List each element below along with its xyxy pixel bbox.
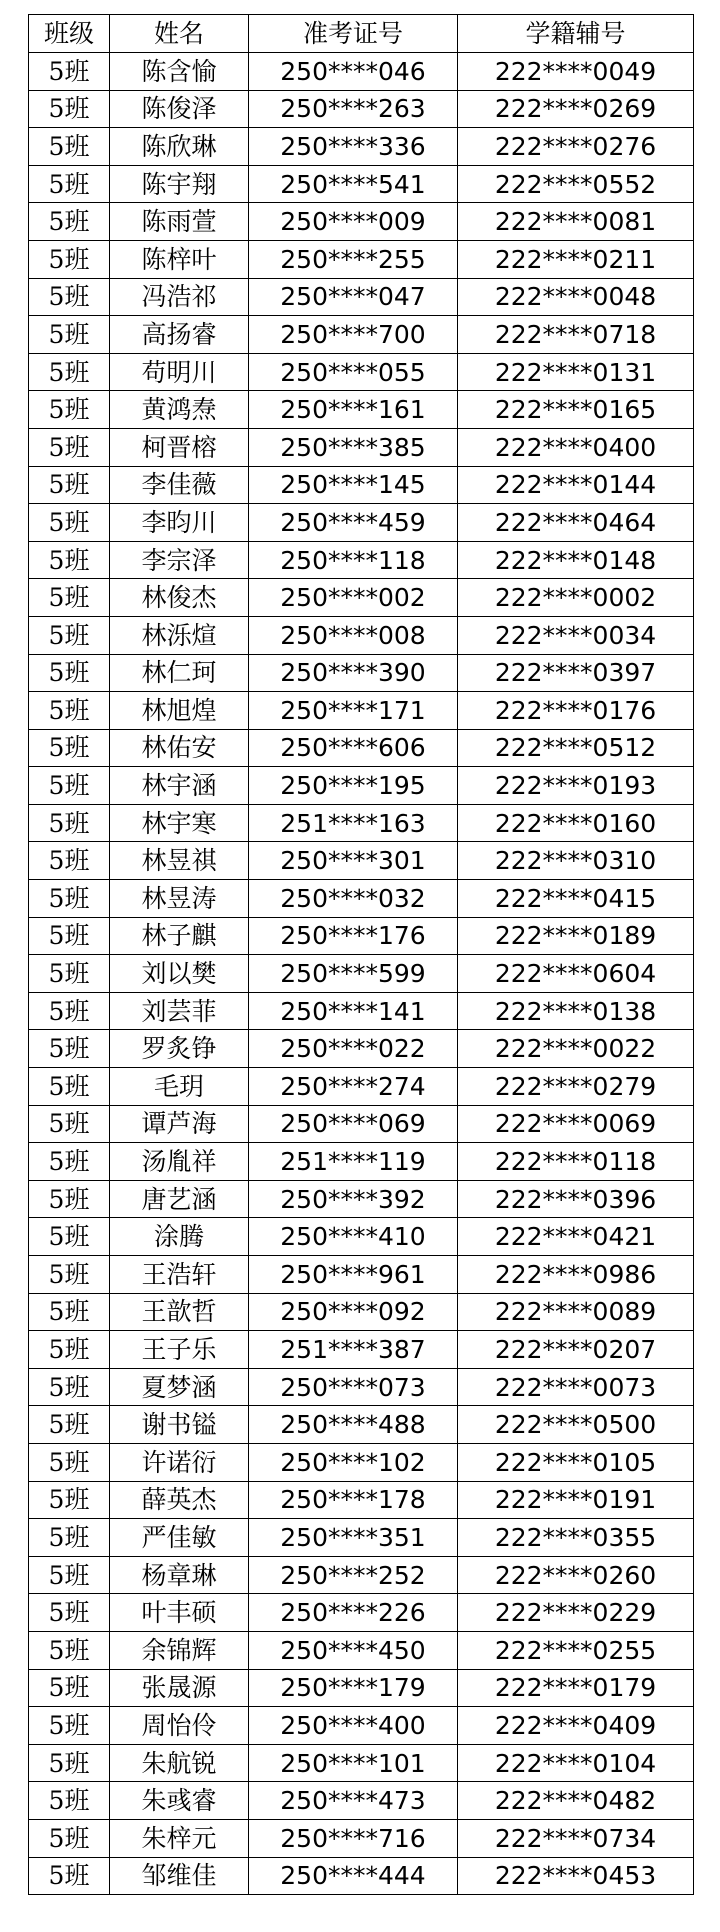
table-row [29,1331,694,1369]
cell-student-name: 陈雨萱 [110,203,249,241]
cell-student-number: 222****0176 [458,692,694,730]
cell-student-number: 222****0255 [458,1631,694,1669]
table-row [29,541,694,579]
cell-student-number: 222****0415 [458,880,694,918]
table-row [29,1105,694,1143]
cell-student-number: 222****0500 [458,1406,694,1444]
cell-class: 5班 [29,391,110,429]
cell-student-name: 冯浩祁 [110,278,249,316]
student-roster-table [28,14,694,1895]
cell-student-number: 222****0986 [458,1256,694,1294]
cell-exam-number: 250****226 [249,1594,458,1632]
cell-student-number: 222****0089 [458,1293,694,1331]
cell-student-number: 222****0189 [458,917,694,955]
cell-student-name: 夏梦涵 [110,1368,249,1406]
cell-student-name: 涂腾 [110,1218,249,1256]
cell-student-number: 222****0718 [458,316,694,354]
cell-student-number: 222****0355 [458,1519,694,1557]
cell-student-number: 222****0229 [458,1594,694,1632]
cell-exam-number: 250****252 [249,1556,458,1594]
cell-class: 5班 [29,90,110,128]
cell-class: 5班 [29,729,110,767]
cell-student-name: 刘以樊 [110,955,249,993]
cell-class: 5班 [29,1256,110,1294]
table-row [29,1180,694,1218]
cell-class: 5班 [29,1819,110,1857]
cell-student-number: 222****0279 [458,1068,694,1106]
table-row [29,767,694,805]
cell-student-name: 林昱涛 [110,880,249,918]
cell-class: 5班 [29,804,110,842]
cell-student-name: 薛英杰 [110,1481,249,1519]
cell-student-number: 222****0138 [458,992,694,1030]
cell-student-name: 张晟源 [110,1669,249,1707]
cell-exam-number: 250****392 [249,1180,458,1218]
cell-student-number: 222****0269 [458,90,694,128]
cell-student-name: 陈欣琳 [110,128,249,166]
cell-exam-number: 250****022 [249,1030,458,1068]
cell-student-number: 222****0179 [458,1669,694,1707]
cell-exam-number: 250****032 [249,880,458,918]
cell-student-name: 王子乐 [110,1331,249,1369]
cell-student-name: 林子麒 [110,917,249,955]
cell-student-name: 李宗泽 [110,541,249,579]
cell-student-name: 柯晋榕 [110,428,249,466]
cell-student-number: 222****0193 [458,767,694,805]
cell-student-name: 陈含愉 [110,53,249,91]
cell-exam-number: 250****274 [249,1068,458,1106]
table-row [29,692,694,730]
table-row [29,1519,694,1557]
cell-exam-number: 250****450 [249,1631,458,1669]
cell-student-name: 严佳敏 [110,1519,249,1557]
cell-student-name: 朱彧睿 [110,1782,249,1820]
cell-class: 5班 [29,1782,110,1820]
header-name: 姓名 [110,15,249,53]
table-row [29,1707,694,1745]
table-row [29,1068,694,1106]
cell-student-name: 李佳薇 [110,466,249,504]
header-class: 班级 [29,15,110,53]
roster-sheet [28,14,694,1895]
cell-student-name: 许诺衍 [110,1443,249,1481]
cell-exam-number: 250****069 [249,1105,458,1143]
table-header-row [29,15,694,53]
cell-class: 5班 [29,654,110,692]
header-exam-number: 准考证号 [249,15,458,53]
cell-exam-number: 250****046 [249,53,458,91]
cell-exam-number: 250****092 [249,1293,458,1331]
cell-student-name: 林俊杰 [110,579,249,617]
cell-class: 5班 [29,1594,110,1632]
table-row [29,391,694,429]
cell-student-number: 222****0073 [458,1368,694,1406]
cell-exam-number: 250****141 [249,992,458,1030]
cell-student-number: 222****0148 [458,541,694,579]
cell-student-number: 222****0002 [458,579,694,617]
cell-student-number: 222****0131 [458,353,694,391]
cell-exam-number: 250****101 [249,1744,458,1782]
cell-class: 5班 [29,1180,110,1218]
cell-student-name: 苟明川 [110,353,249,391]
cell-exam-number: 250****008 [249,616,458,654]
cell-exam-number: 250****176 [249,917,458,955]
table-row [29,165,694,203]
cell-student-name: 毛玥 [110,1068,249,1106]
cell-student-number: 222****0211 [458,240,694,278]
cell-exam-number: 250****171 [249,692,458,730]
cell-exam-number: 250****263 [249,90,458,128]
cell-exam-number: 250****473 [249,1782,458,1820]
cell-exam-number: 251****119 [249,1143,458,1181]
cell-student-name: 汤胤祥 [110,1143,249,1181]
cell-exam-number: 251****163 [249,804,458,842]
cell-student-number: 222****0260 [458,1556,694,1594]
cell-student-name: 王浩轩 [110,1256,249,1294]
cell-exam-number: 250****410 [249,1218,458,1256]
table-row [29,1744,694,1782]
cell-class: 5班 [29,616,110,654]
cell-class: 5班 [29,1105,110,1143]
cell-student-number: 222****0069 [458,1105,694,1143]
table-body [29,53,694,1895]
cell-student-number: 222****0421 [458,1218,694,1256]
cell-student-number: 222****0396 [458,1180,694,1218]
table-row [29,1857,694,1895]
cell-class: 5班 [29,1068,110,1106]
table-row [29,1030,694,1068]
table-row [29,1481,694,1519]
cell-exam-number: 250****961 [249,1256,458,1294]
table-row [29,1819,694,1857]
cell-student-number: 222****0118 [458,1143,694,1181]
table-row [29,1782,694,1820]
table-row [29,955,694,993]
cell-class: 5班 [29,128,110,166]
cell-class: 5班 [29,53,110,91]
cell-exam-number: 250****700 [249,316,458,354]
cell-student-number: 222****0310 [458,842,694,880]
cell-student-number: 222****0049 [458,53,694,91]
cell-student-number: 222****0191 [458,1481,694,1519]
table-row [29,616,694,654]
cell-exam-number: 250****716 [249,1819,458,1857]
cell-student-name: 林宇涵 [110,767,249,805]
cell-student-number: 222****0022 [458,1030,694,1068]
cell-class: 5班 [29,1331,110,1369]
cell-class: 5班 [29,240,110,278]
cell-class: 5班 [29,165,110,203]
cell-student-name: 叶丰硕 [110,1594,249,1632]
table-row [29,842,694,880]
table-row [29,316,694,354]
cell-class: 5班 [29,917,110,955]
table-row [29,1368,694,1406]
cell-class: 5班 [29,278,110,316]
cell-student-number: 222****0512 [458,729,694,767]
cell-class: 5班 [29,1556,110,1594]
cell-student-number: 222****0165 [458,391,694,429]
table-row [29,804,694,842]
table-row [29,1293,694,1331]
cell-class: 5班 [29,992,110,1030]
table-row [29,654,694,692]
cell-exam-number: 250****055 [249,353,458,391]
cell-class: 5班 [29,1519,110,1557]
cell-student-number: 222****0160 [458,804,694,842]
table-row [29,579,694,617]
cell-exam-number: 250****195 [249,767,458,805]
cell-student-name: 唐艺涵 [110,1180,249,1218]
cell-class: 5班 [29,353,110,391]
cell-student-name: 林泺煊 [110,616,249,654]
cell-student-name: 陈宇翔 [110,165,249,203]
table-row [29,504,694,542]
cell-student-name: 朱梓元 [110,1819,249,1857]
cell-student-name: 谭芦海 [110,1105,249,1143]
table-row [29,1556,694,1594]
table-row [29,917,694,955]
cell-student-name: 林仁珂 [110,654,249,692]
table-row [29,466,694,504]
cell-exam-number: 250****541 [249,165,458,203]
cell-student-name: 余锦辉 [110,1631,249,1669]
cell-student-number: 222****0207 [458,1331,694,1369]
cell-class: 5班 [29,880,110,918]
cell-student-number: 222****0409 [458,1707,694,1745]
table-row [29,128,694,166]
cell-exam-number: 250****073 [249,1368,458,1406]
cell-exam-number: 250****179 [249,1669,458,1707]
cell-student-name: 谢书镒 [110,1406,249,1444]
header-student-number: 学籍辅号 [458,15,694,53]
cell-exam-number: 250****336 [249,128,458,166]
cell-exam-number: 250****145 [249,466,458,504]
cell-student-name: 陈俊泽 [110,90,249,128]
cell-student-number: 222****0552 [458,165,694,203]
cell-student-name: 陈梓叶 [110,240,249,278]
cell-exam-number: 250****009 [249,203,458,241]
cell-class: 5班 [29,1669,110,1707]
cell-class: 5班 [29,1631,110,1669]
table-row [29,1256,694,1294]
cell-class: 5班 [29,1857,110,1895]
cell-student-name: 林佑安 [110,729,249,767]
cell-student-number: 222****0604 [458,955,694,993]
cell-class: 5班 [29,842,110,880]
cell-student-name: 朱航锐 [110,1744,249,1782]
table-row [29,1443,694,1481]
cell-student-number: 222****0400 [458,428,694,466]
cell-exam-number: 250****161 [249,391,458,429]
cell-student-number: 222****0048 [458,278,694,316]
cell-exam-number: 250****118 [249,541,458,579]
cell-class: 5班 [29,316,110,354]
cell-student-name: 高扬睿 [110,316,249,354]
cell-class: 5班 [29,1481,110,1519]
cell-exam-number: 250****002 [249,579,458,617]
table-row [29,992,694,1030]
cell-class: 5班 [29,1293,110,1331]
cell-exam-number: 250****390 [249,654,458,692]
cell-student-name: 李昀川 [110,504,249,542]
cell-student-number: 222****0081 [458,203,694,241]
cell-student-number: 222****0453 [458,1857,694,1895]
cell-class: 5班 [29,504,110,542]
cell-student-name: 林宇寒 [110,804,249,842]
cell-class: 5班 [29,767,110,805]
cell-exam-number: 250****400 [249,1707,458,1745]
table-row [29,278,694,316]
cell-student-number: 222****0397 [458,654,694,692]
table-row [29,1218,694,1256]
cell-exam-number: 251****387 [249,1331,458,1369]
cell-exam-number: 250****488 [249,1406,458,1444]
cell-exam-number: 250****385 [249,428,458,466]
table-row [29,1406,694,1444]
table-row [29,1143,694,1181]
cell-exam-number: 250****255 [249,240,458,278]
table-row [29,203,694,241]
cell-exam-number: 250****178 [249,1481,458,1519]
table-row [29,729,694,767]
cell-student-name: 林昱祺 [110,842,249,880]
cell-exam-number: 250****351 [249,1519,458,1557]
cell-student-name: 周怡伶 [110,1707,249,1745]
cell-class: 5班 [29,579,110,617]
cell-exam-number: 250****444 [249,1857,458,1895]
table-row [29,1631,694,1669]
cell-student-number: 222****0464 [458,504,694,542]
cell-student-name: 王歆哲 [110,1293,249,1331]
table-row [29,90,694,128]
cell-class: 5班 [29,1406,110,1444]
cell-student-number: 222****0734 [458,1819,694,1857]
cell-class: 5班 [29,692,110,730]
cell-class: 5班 [29,203,110,241]
cell-student-number: 222****0034 [458,616,694,654]
cell-exam-number: 250****459 [249,504,458,542]
table-row [29,53,694,91]
cell-student-name: 邹维佳 [110,1857,249,1895]
cell-student-name: 黄鸿焘 [110,391,249,429]
cell-student-name: 杨章琳 [110,1556,249,1594]
cell-exam-number: 250****606 [249,729,458,767]
cell-class: 5班 [29,1030,110,1068]
cell-student-number: 222****0104 [458,1744,694,1782]
cell-class: 5班 [29,428,110,466]
cell-class: 5班 [29,1707,110,1745]
cell-class: 5班 [29,1443,110,1481]
cell-exam-number: 250****102 [249,1443,458,1481]
cell-student-number: 222****0105 [458,1443,694,1481]
table-row [29,240,694,278]
cell-class: 5班 [29,541,110,579]
cell-exam-number: 250****047 [249,278,458,316]
cell-student-number: 222****0144 [458,466,694,504]
cell-class: 5班 [29,1218,110,1256]
cell-class: 5班 [29,955,110,993]
cell-class: 5班 [29,1744,110,1782]
cell-student-name: 罗炙铮 [110,1030,249,1068]
cell-student-number: 222****0482 [458,1782,694,1820]
table-row [29,880,694,918]
cell-student-name: 刘芸菲 [110,992,249,1030]
table-row [29,428,694,466]
cell-class: 5班 [29,1368,110,1406]
cell-student-name: 林旭煌 [110,692,249,730]
table-row [29,1669,694,1707]
cell-class: 5班 [29,1143,110,1181]
cell-class: 5班 [29,466,110,504]
cell-student-number: 222****0276 [458,128,694,166]
table-row [29,353,694,391]
cell-exam-number: 250****599 [249,955,458,993]
cell-exam-number: 250****301 [249,842,458,880]
table-row [29,1594,694,1632]
